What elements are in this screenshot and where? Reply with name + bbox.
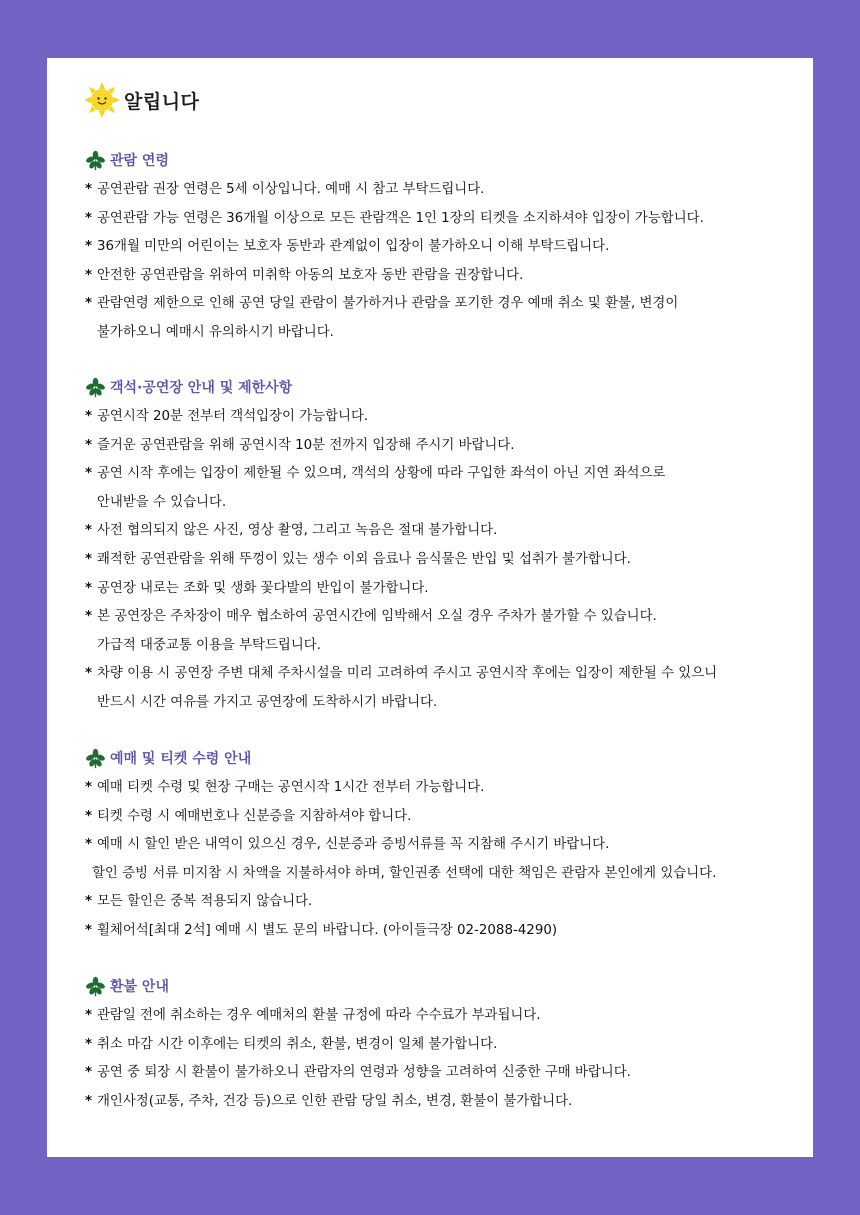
notice-text: 불가하오니 예매시 유의하시기 바랍니다. xyxy=(97,324,334,340)
notice-line xyxy=(85,460,717,489)
bullet-marker: * xyxy=(85,894,93,910)
notice-line xyxy=(85,319,704,348)
notice-line xyxy=(85,603,717,632)
notice-line xyxy=(85,205,704,234)
notice-text: 모든 할인은 중복 적용되지 않습니다. xyxy=(97,894,313,910)
notice-line xyxy=(85,632,717,661)
section-heading xyxy=(85,974,631,998)
notice-line xyxy=(85,888,716,917)
notice-line xyxy=(85,1031,631,1060)
notice-line xyxy=(85,176,704,205)
leaf-icon xyxy=(85,748,106,769)
bullet-marker: * xyxy=(85,666,93,682)
notice-line xyxy=(85,575,717,604)
notice-text: 차량 이용 시 공연장 주변 대체 주차시설을 미리 고려하여 주시고 공연시작 후에는 입장이 제한될 수 있으니 xyxy=(97,666,718,682)
notice-text: 공연시작 20분 전부터 객석입장이 가능합니다. xyxy=(97,409,369,424)
bullet-marker: * xyxy=(85,267,93,283)
notice-text: 본 공연장은 주차장이 매우 협소하여 공연시간에 임박해서 오실 경우 주차가 불가할 수 있습니다. xyxy=(97,609,657,625)
notice-text: 예매 시 할인 받은 내역이 있으신 경우, 신분증과 증빙서류를 꼭 지참해 주시기 바랍니다. xyxy=(97,837,610,853)
notice-line xyxy=(85,689,717,718)
bullet-marker: * xyxy=(85,210,93,226)
section-seats xyxy=(85,375,717,718)
bullet-marker: * xyxy=(85,437,93,453)
notice-line xyxy=(85,1059,631,1088)
notice-line xyxy=(85,831,716,860)
notice-text: 반드시 시간 여유를 가지고 공연장에 도착하시기 바랍니다. xyxy=(97,694,438,710)
notice-text: 공연 시작 후에는 입장이 제한될 수 있으며, 객석의 상황에 따라 구입한 좌석이 아닌 지연 좌석으로 xyxy=(97,466,666,482)
notice-text: 공연관람 가능 연령은 36개월 이상으로 모든 관람객은 1인 1장의 티켓을 소지하셔야 입장이 가능합니다. xyxy=(97,210,704,226)
notice-line xyxy=(85,432,717,461)
notice-line xyxy=(85,290,704,319)
notice-line xyxy=(85,546,717,575)
notice-text: 관람일 전에 취소하는 경우 예매처의 환불 규정에 따라 수수료가 부과됩니다. xyxy=(97,1008,541,1023)
bullet-marker: * xyxy=(85,837,93,853)
notice-line xyxy=(85,1088,631,1117)
bullet-marker: * xyxy=(85,580,93,596)
section-heading xyxy=(85,148,704,172)
notice-line xyxy=(85,233,704,262)
notice-line xyxy=(85,403,717,432)
section-heading xyxy=(85,746,716,770)
bullet-marker: * xyxy=(85,1093,93,1109)
section-heading xyxy=(85,375,717,399)
notice-text: 공연장 내로는 조화 및 생화 꽃다발의 반입이 불가합니다. xyxy=(97,580,429,596)
section-refund xyxy=(85,974,631,1116)
notice-line xyxy=(85,660,717,689)
bullet-marker: * xyxy=(85,296,93,312)
notice-line xyxy=(85,1002,631,1031)
notice-line xyxy=(85,489,717,518)
notice-line xyxy=(85,774,716,803)
bullet-marker: * xyxy=(85,182,93,197)
notice-text: 쾌적한 공연관람을 위해 뚜껑이 있는 생수 이외 음료나 음식물은 반입 및 섭취가 불가합니다. xyxy=(97,551,631,567)
notice-text: 할인 증빙 서류 미지참 시 차액을 지불하셔야 하며, 할인권종 선택에 대한 책임은 관람자 본인에게 있습니다. xyxy=(92,865,717,881)
notice-card xyxy=(47,58,813,1157)
notice-text: 취소 마감 시간 이후에는 티켓의 취소, 환불, 변경이 일체 불가합니다. xyxy=(97,1036,498,1052)
notice-text: 가급적 대중교통 이용을 부탁드립니다. xyxy=(97,637,321,653)
section-title: 예매 및 티켓 수령 안내 xyxy=(110,751,252,767)
bullet-marker: * xyxy=(85,551,93,567)
notice-text: 관람연령 제한으로 인해 공연 당일 관람이 불가하거나 관람을 포기한 경우 예매 취소 및 환불, 변경이 xyxy=(97,296,679,312)
bullet-marker: * xyxy=(85,808,93,824)
section-ticketing xyxy=(85,746,716,946)
section-title: 관람 연령 xyxy=(110,153,169,169)
bullet-marker: * xyxy=(85,609,93,625)
leaf-icon xyxy=(85,377,106,398)
bullet-marker: * xyxy=(85,466,93,482)
notice-line xyxy=(85,262,704,291)
bullet-marker: * xyxy=(85,1008,93,1023)
leaf-icon xyxy=(85,976,106,997)
notice-text: 안내받을 수 있습니다. xyxy=(97,494,227,510)
bullet-marker: * xyxy=(85,922,93,938)
notice-text: 예매 티켓 수령 및 현장 구매는 공연시작 1시간 전부터 가능합니다. xyxy=(97,780,485,795)
notice-text: 공연 중 퇴장 시 환불이 불가하오니 관람자의 연령과 성향을 고려하여 신중한 구매 바랍니다. xyxy=(97,1065,631,1081)
notice-text: 개인사정(교통, 주차, 건강 등)으로 인한 관람 당일 취소, 변경, 환불이 불가합니다. xyxy=(97,1093,573,1109)
notice-text: 안전한 공연관람을 위하여 미취학 아동의 보호자 동반 관람을 권장합니다. xyxy=(97,267,524,283)
bullet-marker: * xyxy=(85,1065,93,1081)
page-title: 알립니다 xyxy=(124,90,200,113)
notice-header xyxy=(84,82,199,118)
notice-text: 즐거운 공연관람을 위해 공연시작 10분 전까지 입장해 주시기 바랍니다. xyxy=(97,437,515,453)
notice-line xyxy=(85,917,716,946)
bullet-marker: * xyxy=(85,1036,93,1052)
section-title: 객석·공연장 안내 및 제한사항 xyxy=(110,380,293,396)
notice-line xyxy=(85,517,717,546)
bullet-marker: * xyxy=(85,780,93,795)
bullet-marker: * xyxy=(85,523,93,539)
section-age xyxy=(85,148,704,348)
notice-text: 공연관람 권장 연령은 5세 이상입니다. 예매 시 참고 부탁드립니다. xyxy=(97,182,485,197)
notice-line xyxy=(85,860,716,889)
leaf-icon xyxy=(85,150,106,171)
notice-text: 티켓 수령 시 예매번호나 신분증을 지참하셔야 합니다. xyxy=(97,808,412,824)
notice-text: 36개월 미만의 어린이는 보호자 동반과 관계없이 입장이 불가하오니 이해 부탁드립니다. xyxy=(97,239,610,255)
sun-icon xyxy=(84,82,120,118)
section-title: 환불 안내 xyxy=(110,979,169,995)
notice-text: 휠체어석[최대 2석] 예매 시 별도 문의 바랍니다. (아이들극장 02-2088-4290) xyxy=(97,922,558,938)
notice-line xyxy=(85,803,716,832)
notice-text: 사전 협의되지 않은 사진, 영상 촬영, 그리고 녹음은 절대 불가합니다. xyxy=(97,523,498,539)
bullet-marker: * xyxy=(85,239,93,255)
bullet-marker: * xyxy=(85,409,93,424)
